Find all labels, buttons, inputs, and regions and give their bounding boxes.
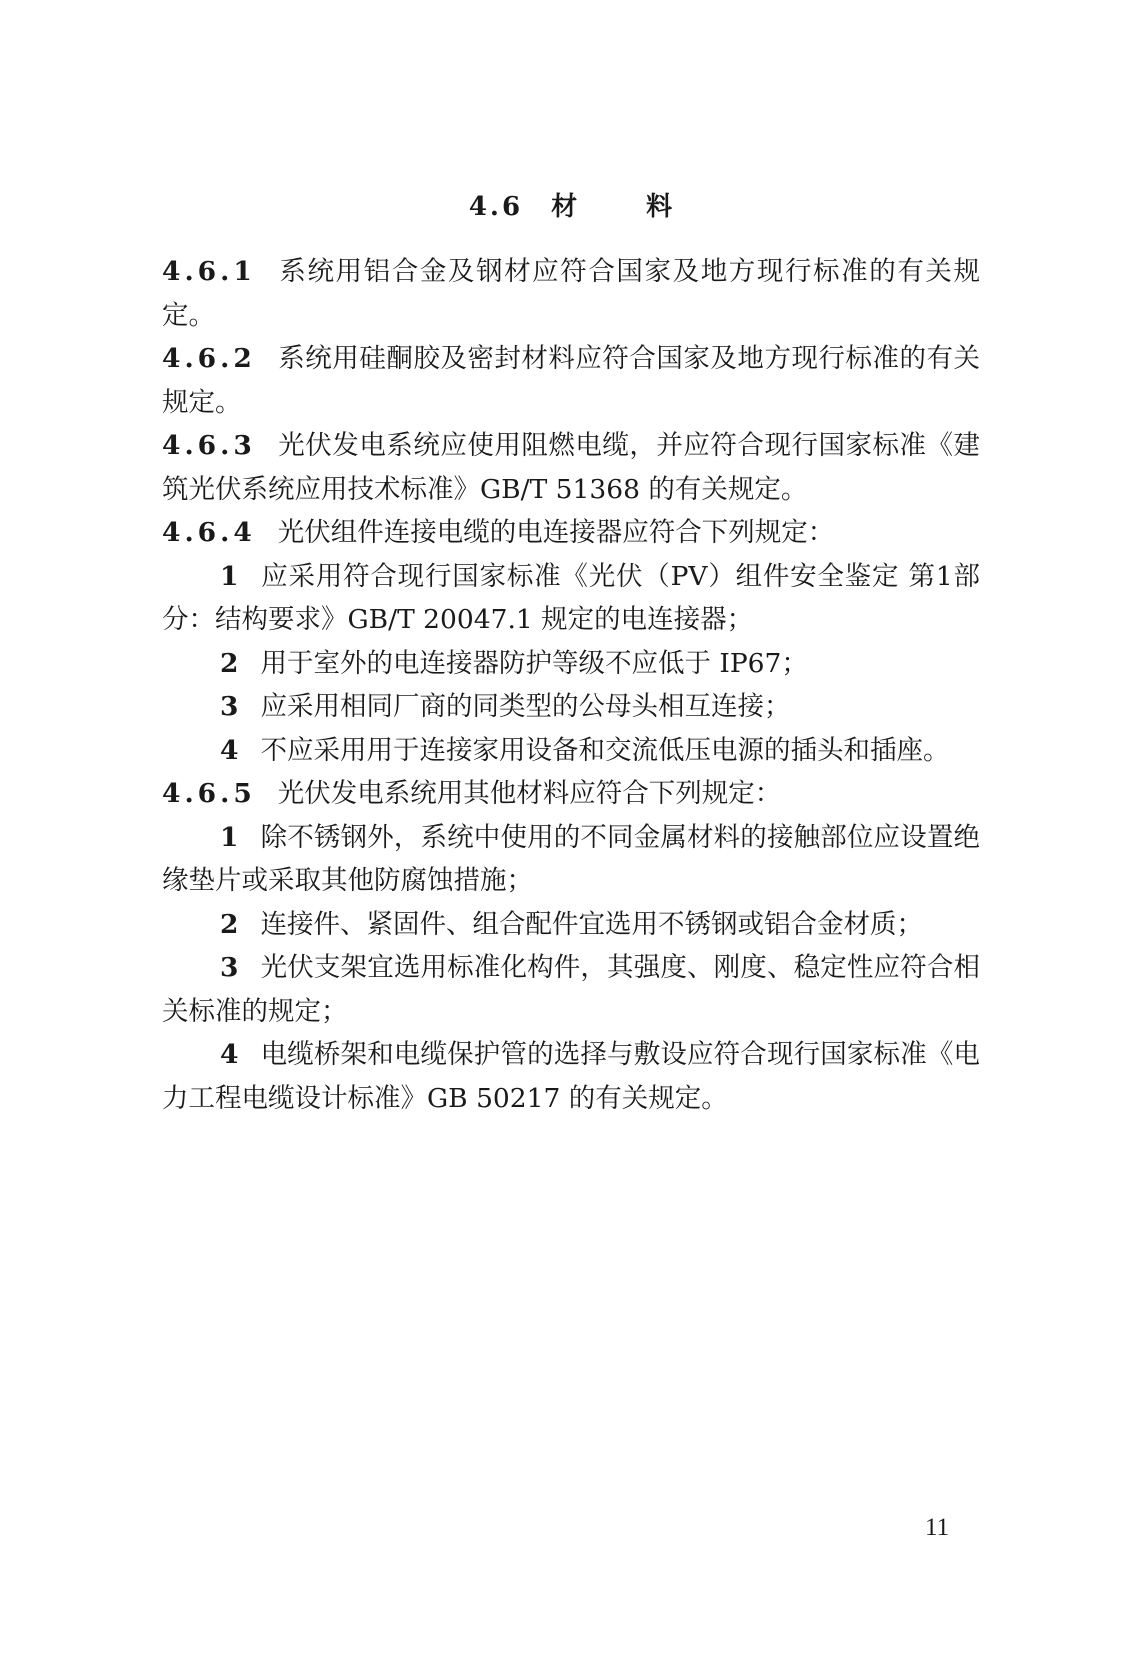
item-text: 用于室外的电连接器防护等级不应低于 IP67； [260,647,808,679]
clause-text: 系统用硅酮胶及密封材料应符合国家及地方现行标准的有关规定。 [162,343,980,418]
section-heading: 材 料 [551,192,703,222]
item-text: 光伏支架宜选用标准化构件，其强度、刚度、稳定性应符合相关标准的规定； [162,952,980,1027]
item-number: 1 [220,821,239,853]
clause-4-6-3 [162,424,980,511]
list-item [162,555,980,642]
clause-number: 4.6.4 [162,517,256,548]
clause-list [162,250,980,1120]
item-text: 连接件、紧固件、组合配件宜选用不锈钢或铝合金材质； [260,908,923,940]
clause-text: 光伏组件连接电缆的电连接器应符合下列规定： [277,517,835,548]
item-number: 2 [220,908,239,940]
clause-text: 光伏发电系统应使用阻燃电缆，并应符合现行国家标准《建筑光伏系统应用技术标准》GB/T 51368 的有关规定。 [162,430,980,505]
list-item [162,1033,980,1120]
item-text: 应采用相同厂商的同类型的公母头相互连接； [260,691,791,722]
item-number: 4 [220,1039,239,1070]
clause-number: 4.6.3 [162,430,256,461]
clause-text: 光伏发电系统用其他材料应符合下列规定： [277,778,782,809]
section-number: 4.6 [468,192,524,222]
clause-4-6-5 [162,772,980,816]
list-item [162,903,980,947]
list-item [162,729,980,773]
clause-number: 4.6.5 [162,778,256,809]
item-text: 应采用符合现行国家标准《光伏（PV）组件安全鉴定 第1部分：结构要求》GB/T 20047.1 规定的电连接器； [162,560,980,635]
clause-text: 系统用铝合金及钢材应符合国家及地方现行标准的有关规定。 [162,256,980,331]
clause-number: 4.6.1 [162,256,256,287]
item-text: 电缆桥架和电缆保护管的选择与敷设应符合现行国家标准《电力工程电缆设计标准》GB 50217 的有关规定。 [162,1039,980,1114]
clause-4-6-2 [162,337,980,424]
page-number: 11 [925,1514,950,1541]
list-item [162,946,980,1033]
section-title [0,186,1141,223]
item-number: 3 [220,691,239,722]
item-number: 3 [220,952,239,983]
item-text: 不应采用用于连接家用设备和交流低压电源的插头和插座。 [260,734,950,766]
clause-4-6-4 [162,511,980,555]
clause-4-6-1 [162,250,980,337]
item-text: 除不锈钢外，系统中使用的不同金属材料的接触部位应设置绝缘垫片或采取其他防腐蚀措施； [162,821,980,896]
clause-number: 4.6.2 [162,343,256,374]
item-number: 4 [220,734,239,766]
list-item [162,816,980,903]
list-item [162,685,980,729]
item-number: 1 [220,560,239,592]
item-number: 2 [220,647,239,679]
list-item [162,642,980,686]
